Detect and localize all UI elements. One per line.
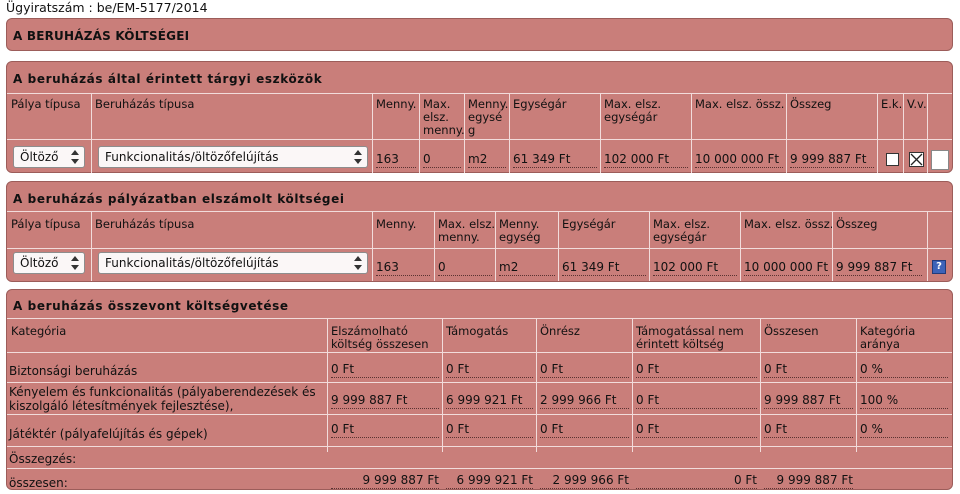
divider — [832, 211, 833, 281]
costs-title: A BERUHÁZÁS KÖLTSÉGEI — [13, 29, 190, 43]
header-max-total: Max. elsz. össz. — [695, 97, 785, 111]
header-pitch-type: Pálya típusa — [11, 217, 81, 231]
header-ek: E.k. — [881, 97, 903, 111]
sum-field: 9 999 887 Ft — [764, 391, 853, 409]
divider — [632, 318, 633, 452]
divider — [856, 318, 857, 452]
sum-field: 0 Ft — [764, 360, 853, 378]
divider — [7, 248, 952, 249]
unit-price-field[interactable]: 61 349 Ft — [562, 258, 646, 276]
support-field: 0 Ft — [446, 360, 533, 378]
budget-title: A beruházás összevont költségvetése — [13, 299, 289, 313]
divider — [372, 93, 373, 173]
max-unit-price-field[interactable]: 102 000 Ft — [604, 150, 688, 168]
support-field: 6 999 921 Ft — [446, 391, 533, 409]
eligible-field: 0 Ft — [331, 420, 439, 438]
header-total: Összeg — [790, 97, 832, 111]
pitch-type-select[interactable] — [13, 252, 85, 274]
own-field: 0 Ft — [540, 420, 629, 438]
header-unsupported: Támogatással nem érintett költség — [636, 324, 744, 351]
qty-field[interactable]: 163 — [376, 258, 430, 276]
share-field: 0 % — [860, 420, 948, 438]
max-total-field[interactable]: 10 000 000 Ft — [695, 150, 783, 168]
max-total-field[interactable]: 10 000 000 Ft — [744, 260, 829, 274]
divider — [91, 211, 92, 281]
divider — [509, 93, 510, 173]
divider — [442, 318, 443, 452]
header-max-unit-price: Max. elsz. egységár — [653, 217, 711, 244]
eligible-field: 0 Ft — [331, 360, 439, 378]
pitch-type-value: Öltöző — [20, 150, 59, 164]
assets-title: A beruházás által érintett tárgyi eszközök — [13, 72, 323, 86]
divider — [434, 211, 435, 281]
up-down-arrows-icon — [71, 256, 80, 270]
unit-field[interactable]: m2 — [499, 258, 555, 276]
help-icon[interactable]: ? — [932, 260, 946, 274]
header-share: Kategória aránya — [860, 324, 916, 351]
unsupported-field: 0 Ft — [636, 360, 757, 378]
total-eligible: 9 999 887 Ft — [331, 471, 439, 489]
costs-title-panel — [6, 18, 953, 51]
divider — [7, 446, 952, 447]
case-number: Ügyiratszám : be/EM-5177/2014 — [6, 0, 208, 15]
share-field: 0 % — [860, 360, 948, 378]
up-down-arrows-icon — [354, 256, 363, 270]
header-max-total: Max. elsz. össz. — [744, 217, 834, 231]
header-investment-type: Beruházás típusa — [95, 217, 195, 231]
divider — [7, 139, 952, 140]
header-unit: Menny. egység — [499, 217, 541, 244]
divider — [649, 211, 650, 281]
header-max-qty: Max. elsz. menny. — [438, 217, 496, 244]
divider — [372, 211, 373, 281]
accounted-panel — [6, 181, 953, 282]
divider — [7, 211, 952, 212]
unsupported-field: 0 Ft — [636, 420, 757, 438]
divider — [7, 414, 952, 415]
divider — [464, 93, 465, 173]
max-qty-field[interactable]: 0 — [438, 258, 492, 276]
unsupported-field: 0 Ft — [636, 391, 757, 409]
pitch-type-value: Öltöző — [20, 256, 59, 270]
divider — [91, 93, 92, 173]
header-sum: Összesen — [764, 324, 819, 338]
divider — [419, 93, 420, 173]
own-field: 0 Ft — [540, 360, 629, 378]
header-max-unit-price: Max. elsz. egységár — [604, 97, 662, 124]
vv-checkbox[interactable] — [909, 152, 924, 167]
divider — [495, 211, 496, 281]
divider — [927, 211, 928, 281]
divider — [740, 211, 741, 281]
total-field[interactable]: 9 999 887 Ft — [836, 258, 922, 276]
header-own: Önrész — [540, 324, 580, 338]
ek-checkbox[interactable] — [886, 153, 899, 166]
divider — [558, 211, 559, 281]
category-label: Játéktér (pályafelújítás és gépek) — [9, 427, 208, 441]
total-field[interactable]: 9 999 887 Ft — [790, 150, 874, 168]
extra-field[interactable] — [931, 150, 949, 170]
total-sum: 9 999 887 Ft — [764, 471, 853, 489]
total-own: 2 999 966 Ft — [540, 471, 629, 489]
pitch-type-select[interactable] — [13, 146, 85, 168]
divider — [903, 93, 904, 173]
header-unit-price: Egységár — [513, 97, 567, 111]
max-unit-price-field[interactable]: 102 000 Ft — [653, 258, 737, 276]
header-qty: Menny. — [376, 217, 417, 231]
total-label: összesen: — [9, 476, 68, 490]
support-field: 0 Ft — [446, 420, 533, 438]
qty-field[interactable]: 163 — [376, 150, 416, 168]
total-support: 6 999 921 Ft — [446, 471, 533, 489]
investment-type-value: Funkcionalitás/öltözőfelújítás — [105, 256, 279, 270]
category-label: Kényelem és funkcionalitás (pályaberendezések és kiszolgáló létesítmények fejlesztése), — [9, 385, 316, 413]
budget-panel — [6, 289, 953, 490]
summary-label: Összegzés: — [9, 452, 77, 466]
divider — [7, 468, 952, 469]
header-total: Összeg — [836, 217, 878, 231]
up-down-arrows-icon — [71, 150, 80, 164]
header-category: Kategória — [11, 324, 67, 338]
header-qty: Menny. — [376, 97, 417, 111]
header-eligible: Elszámolható költség összesen — [331, 324, 429, 351]
accounted-title: A beruházás pályázatban elszámolt költségei — [13, 192, 345, 206]
own-field: 2 999 966 Ft — [540, 391, 629, 409]
divider — [691, 93, 692, 173]
header-support: Támogatás — [446, 324, 509, 338]
unit-field[interactable]: m2 — [468, 150, 506, 168]
divider — [327, 318, 328, 452]
header-unit: Menny. egysé g — [468, 97, 509, 137]
eligible-field: 9 999 887 Ft — [331, 391, 439, 409]
max-qty-field[interactable]: 0 — [423, 150, 461, 168]
header-pitch-type: Pálya típusa — [11, 97, 81, 111]
investment-type-value: Funkcionalitás/öltözőfelújítás — [105, 150, 279, 164]
header-investment-type: Beruházás típusa — [95, 97, 195, 111]
header-vv: V.v. — [907, 97, 927, 111]
divider — [536, 318, 537, 452]
checkbox-icon — [910, 153, 923, 166]
divider — [600, 93, 601, 173]
investment-type-select[interactable] — [98, 146, 368, 168]
divider — [7, 382, 952, 383]
divider — [877, 93, 878, 173]
divider — [7, 352, 952, 353]
sum-field: 0 Ft — [764, 420, 853, 438]
divider — [7, 93, 952, 94]
unit-price-field[interactable]: 61 349 Ft — [513, 150, 597, 168]
divider — [786, 93, 787, 173]
divider — [927, 93, 928, 173]
investment-type-select[interactable] — [98, 252, 368, 274]
header-max-qty: Max. elsz. menny. — [423, 97, 465, 137]
up-down-arrows-icon — [354, 150, 363, 164]
assets-panel — [6, 61, 953, 173]
total-unsupported: 0 Ft — [636, 471, 757, 489]
divider — [760, 318, 761, 452]
divider — [7, 318, 952, 319]
header-unit-price: Egységár — [562, 217, 616, 231]
share-field: 100 % — [860, 391, 948, 409]
category-label: Biztonsági beruházás — [9, 364, 138, 378]
